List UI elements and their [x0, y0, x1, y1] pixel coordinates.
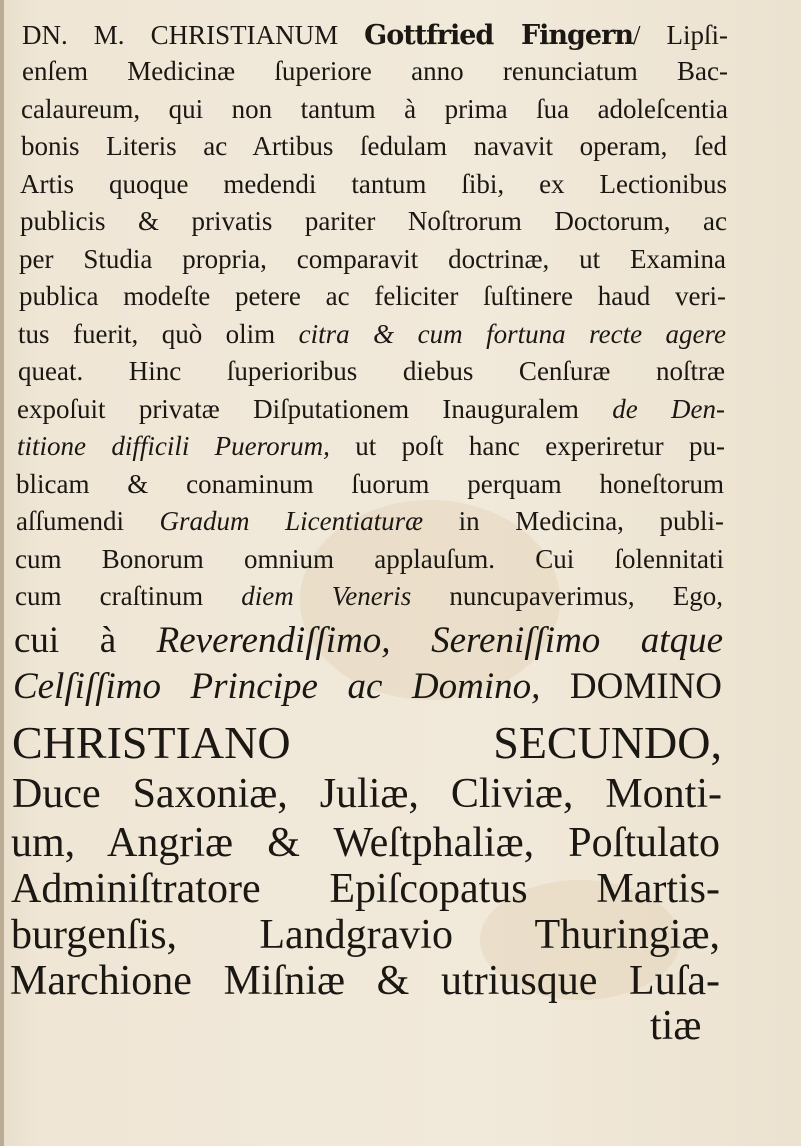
text-line: [11, 868, 720, 910]
roman-text: blicam & conaminum ſuorum perquam honeſtorum: [16, 469, 724, 499]
roman-text: Artis quoque medendi tantum ſibi, ex Lectionibus: [20, 169, 727, 199]
text-line: [19, 246, 726, 273]
text-line: [16, 508, 724, 535]
text-line: [10, 960, 720, 1002]
text-line: [17, 396, 725, 423]
text-line: [17, 433, 725, 460]
text-line: [15, 583, 723, 610]
roman-text: DOMINO: [540, 666, 722, 707]
text-line: [11, 914, 720, 956]
italic-text: citra & cum fortuna recte agere: [298, 319, 727, 349]
roman-text: Adminiſtratore Epiſcopatus Martis-: [11, 866, 720, 912]
text-line: [22, 22, 728, 49]
roman-text: aſſumendi: [16, 506, 160, 536]
roman-text: Marchione Miſniæ & utriusque Luſa-: [10, 958, 720, 1004]
text-line: [16, 471, 724, 498]
text-line: [20, 171, 727, 198]
page-binding-edge: [0, 0, 4, 1146]
text-line: [18, 321, 726, 348]
text-line: [12, 773, 722, 815]
roman-text: publicis & privatis pariter Noſtrorum Doctorum, ac: [20, 206, 727, 236]
roman-text: burgenſis, Landgravio Thuringiæ,: [11, 912, 720, 958]
text-line: [19, 283, 726, 310]
text-line: [11, 822, 720, 864]
roman-text: cum Bonorum omnium applauſum. Cui ſolennitati: [15, 544, 724, 574]
text-line: [18, 358, 725, 385]
text-line: [13, 668, 722, 705]
text-line: [14, 622, 723, 659]
text-line: [12, 717, 722, 768]
roman-text: DN. M. CHRISTIANUM: [22, 20, 365, 50]
roman-text: tus fuerit, quò olim: [18, 319, 299, 349]
roman-text: um, Angriæ & Weſtphaliæ, Poſtulato: [11, 820, 720, 866]
text-line: [15, 546, 724, 573]
roman-text: / Lipſi-: [632, 20, 728, 50]
roman-text: publica modeſte petere ac feliciter ſuſtinere haud veri-: [19, 281, 726, 311]
italic-text: Celſiſſimo Principe ac Domino,: [13, 666, 541, 707]
catchword: tiæ: [650, 1003, 702, 1049]
italic-text: titione difficili Puerorum,: [17, 431, 330, 461]
italic-text: Reverendiſſimo, Sereniſſimo atque: [156, 620, 723, 661]
roman-text: enſem Medicinæ ſuperiore anno renunciatum Bac-: [22, 56, 728, 86]
roman-text: queat. Hinc ſuperioribus diebus Cenſuræ noſtræ: [18, 356, 725, 386]
roman-text: nuncupaverimus, Ego,: [411, 581, 723, 611]
italic-text: de Den-: [612, 394, 725, 424]
italic-text: diem Veneris: [241, 581, 412, 611]
blackletter-name: Gottfried Fingern: [364, 20, 633, 51]
roman-text: bonis Literis ac Artibus ſedulam navavit operam, ſed: [21, 131, 727, 161]
roman-text: Duce Saxoniæ, Juliæ, Cliviæ, Monti-: [12, 771, 722, 817]
roman-text: ut poſt hanc experiretur pu-: [329, 431, 725, 461]
roman-text: cum craſtinum: [15, 581, 242, 611]
text-line: [21, 96, 728, 123]
roman-text: in Medicina, publi-: [423, 506, 724, 536]
roman-text: per Studia propria, comparavit doctrinæ, ut Examina: [19, 244, 726, 274]
roman-text: CHRISTIANO SECUNDO,: [12, 717, 722, 768]
roman-text: calaureum, qui non tantum à prima ſua adoleſcentia: [21, 94, 728, 124]
roman-text: expoſuit privatæ Diſputationem Inauguralem: [17, 394, 613, 424]
italic-text: Gradum Licentiaturæ: [159, 506, 424, 536]
roman-text: cui à: [14, 620, 157, 661]
text-line: [20, 208, 727, 235]
text-line: [22, 58, 728, 85]
text-line: [21, 133, 727, 160]
